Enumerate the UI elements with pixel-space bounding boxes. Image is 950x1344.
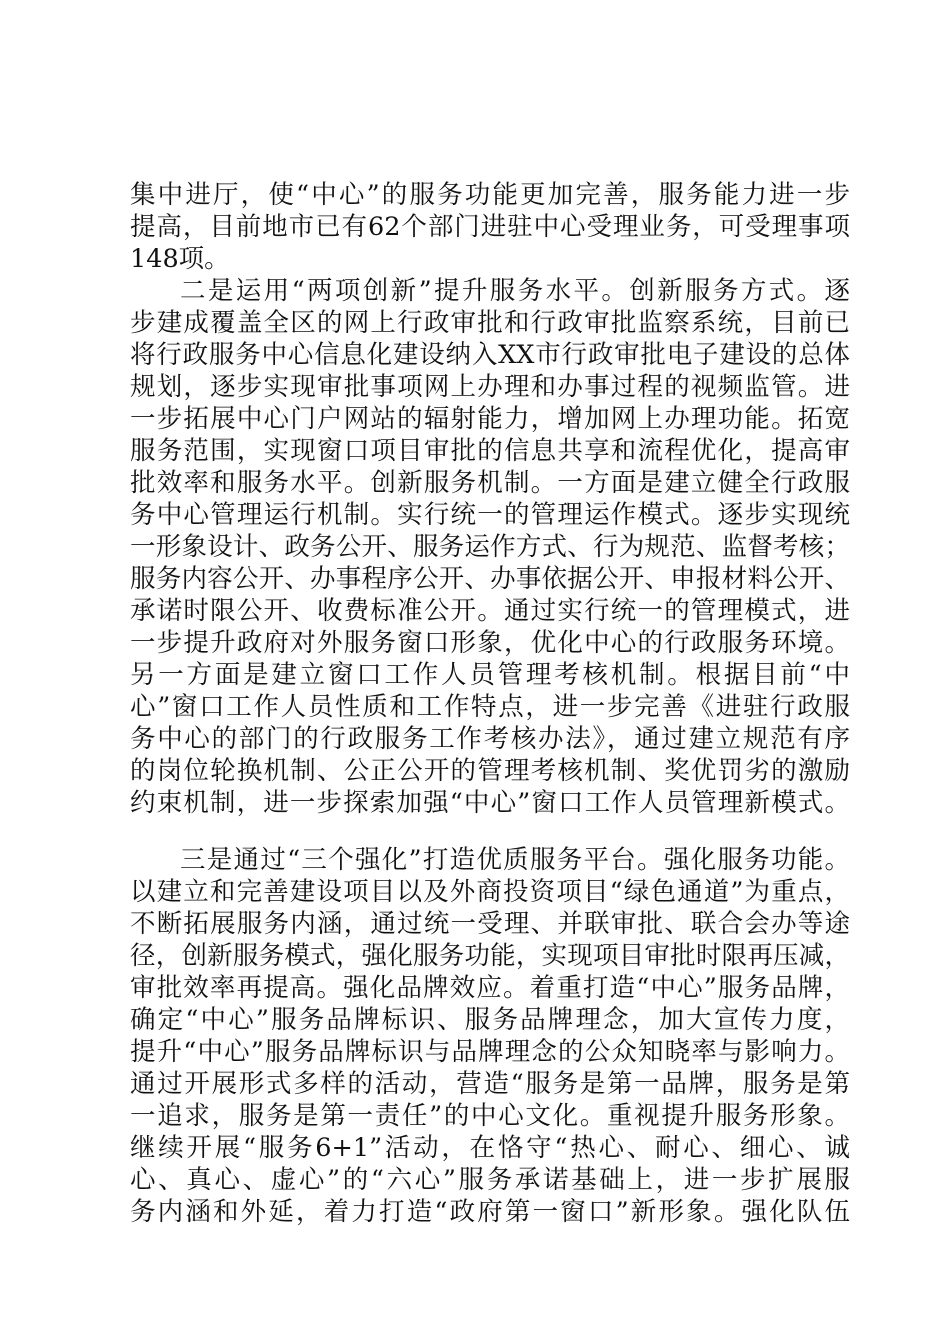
text-line: 继续开展“服务6+1”活动，在恪守“热心、耐心、细心、诚 xyxy=(130,1133,850,1163)
paragraph-start-line: 二是运用“两项创新”提升服务水平。创新服务方式。逐 xyxy=(180,276,850,306)
text-line: 务中心管理运行机制。实行统一的管理运作模式。逐步实现统 xyxy=(130,500,850,530)
text-line: 径，创新服务模式，强化服务功能，实现项目审批时限再压减， xyxy=(130,941,850,971)
text-line: 心”窗口工作人员性质和工作特点，进一步完善《进驻行政服 xyxy=(130,692,850,722)
text-line: 一步提升政府对外服务窗口形象，优化中心的行政服务环境。 xyxy=(130,628,850,658)
text-line: 将行政服务中心信息化建设纳入XX市行政审批电子建设的总体 xyxy=(130,340,850,370)
text-line: 148项。 xyxy=(130,244,230,274)
text-line: 另一方面是建立窗口工作人员管理考核机制。根据目前“中 xyxy=(130,660,850,690)
text-line: 务内涵和外延，着力打造“政府第一窗口”新形象。强化队伍 xyxy=(130,1197,850,1227)
text-line: 心、真心、虚心”的“六心”服务承诺基础上，进一步扩展服 xyxy=(130,1165,850,1195)
text-line: 服务范围，实现窗口项目审批的信息共享和流程优化，提高审 xyxy=(130,436,850,466)
text-line: 以建立和完善建设项目以及外商投资项目“绿色通道”为重点， xyxy=(130,877,850,907)
text-line: 规划，逐步实现审批事项网上办理和办事过程的视频监管。进 xyxy=(130,372,850,402)
text-line: 的岗位轮换机制、公正公开的管理考核机制、奖优罚劣的激励 xyxy=(130,756,850,786)
text-line: 批效率和服务水平。创新服务机制。一方面是建立健全行政服 xyxy=(130,468,850,498)
text-line: 审批效率再提高。强化品牌效应。着重打造“中心”服务品牌， xyxy=(130,973,850,1003)
text-line: 步建成覆盖全区的网上行政审批和行政审批监察系统，目前已 xyxy=(130,308,850,338)
text-line: 不断拓展服务内涵，通过统一受理、并联审批、联合会办等途 xyxy=(130,909,850,939)
text-line: 确定“中心”服务品牌标识、服务品牌理念，加大宣传力度， xyxy=(130,1005,850,1035)
text-line: 服务内容公开、办事程序公开、办事依据公开、申报材料公开、 xyxy=(130,564,850,594)
text-line: 承诺时限公开、收费标准公开。通过实行统一的管理模式，进 xyxy=(130,596,850,626)
text-line: 提高，目前地市已有62个部门进驻中心受理业务，可受理事项 xyxy=(130,212,850,242)
paragraph-start-line: 三是通过“三个强化”打造优质服务平台。强化服务功能。 xyxy=(180,845,850,875)
text-line: 一形象设计、政务公开、服务运作方式、行为规范、监督考核； xyxy=(130,532,850,562)
text-line: 约束机制，进一步探索加强“中心”窗口工作人员管理新模式。 xyxy=(130,788,850,818)
text-line: 一追求，服务是第一责任”的中心文化。重视提升服务形象。 xyxy=(130,1101,850,1131)
text-line: 集中进厅，使“中心”的服务功能更加完善，服务能力进一步 xyxy=(130,180,850,210)
text-line: 一步拓展中心门户网站的辐射能力，增加网上办理功能。拓宽 xyxy=(130,404,850,434)
text-line: 务中心的部门的行政服务工作考核办法》，通过建立规范有序 xyxy=(130,724,850,754)
text-line: 提升“中心”服务品牌标识与品牌理念的公众知晓率与影响力。 xyxy=(130,1037,850,1067)
text-line: 通过开展形式多样的活动，营造“服务是第一品牌，服务是第 xyxy=(130,1069,850,1099)
